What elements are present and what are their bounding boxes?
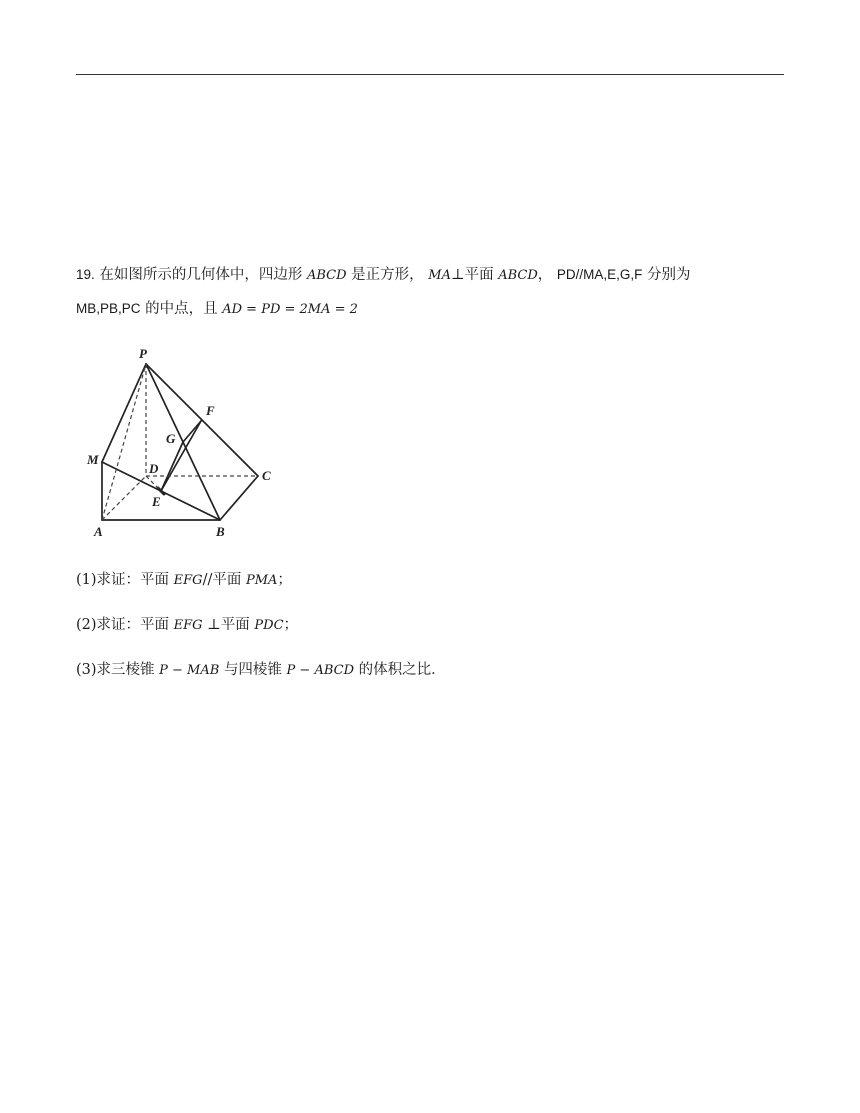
part-text: ； — [277, 572, 292, 588]
math-abcd: ABCD — [498, 268, 538, 283]
problem-text: 的中点，且 — [145, 301, 218, 317]
part-2 — [76, 613, 298, 634]
label-g: G — [166, 431, 176, 446]
math-pma: PMA — [245, 573, 278, 588]
label-d: D — [149, 461, 159, 476]
label-p: P — [139, 346, 147, 361]
part-1 — [76, 568, 292, 589]
problem-text: ， — [537, 267, 553, 283]
math-p-abcd: P − ABCD — [286, 663, 355, 678]
label-c: C — [262, 468, 271, 483]
part-text: 的体积之比． — [358, 662, 446, 678]
problem-line-2 — [76, 292, 788, 326]
math-abcd: ABCD — [307, 268, 347, 283]
label-e: E — [152, 494, 161, 509]
part-3 — [76, 658, 446, 679]
part-text: (2)求证：平面 — [76, 617, 170, 633]
geometry-figure — [84, 340, 284, 540]
edge-ap-hidden — [102, 364, 146, 520]
problem-text: ⊥平面 — [450, 267, 494, 283]
edge-eg — [161, 442, 183, 491]
label-a: A — [94, 524, 103, 539]
part-text: ⊥平面 — [207, 617, 250, 633]
math-ma: MA — [428, 268, 451, 283]
math-efg: EFG — [173, 573, 203, 588]
part-text: (1)求证：平面 — [76, 572, 170, 588]
header-rule — [76, 74, 784, 75]
label-b: B — [216, 524, 225, 539]
problem-number: 19. — [76, 267, 95, 282]
part-text: 与四棱锥 — [223, 662, 282, 678]
problem-statement — [76, 258, 788, 326]
problem-text: 在如图所示的几何体中，四边形 — [99, 267, 303, 283]
label-f: F — [206, 403, 215, 418]
part-text: ； — [283, 617, 299, 633]
math-midpoints: MB,PB,PC — [76, 301, 141, 316]
math-p-mab: P − MAB — [159, 663, 220, 678]
math-pd-ma: PD//MA,E,G,F — [556, 267, 643, 282]
part-text: (3)求三棱锥 — [76, 662, 155, 678]
edge-pc — [146, 364, 258, 476]
math-pdc: PDC — [254, 618, 284, 633]
problem-text: 是正方形， — [351, 267, 424, 283]
problem-line-1 — [76, 258, 788, 292]
part-text: //平面 — [202, 572, 242, 588]
label-m: M — [87, 452, 99, 467]
edge-bc — [220, 476, 258, 520]
math-efg: EFG — [173, 618, 203, 633]
edge-pm — [102, 364, 146, 462]
edge-gf — [183, 421, 201, 442]
math-lengths: AD = PD = 2MA = 2 — [222, 302, 358, 317]
problem-text: 分别为 — [647, 267, 691, 283]
